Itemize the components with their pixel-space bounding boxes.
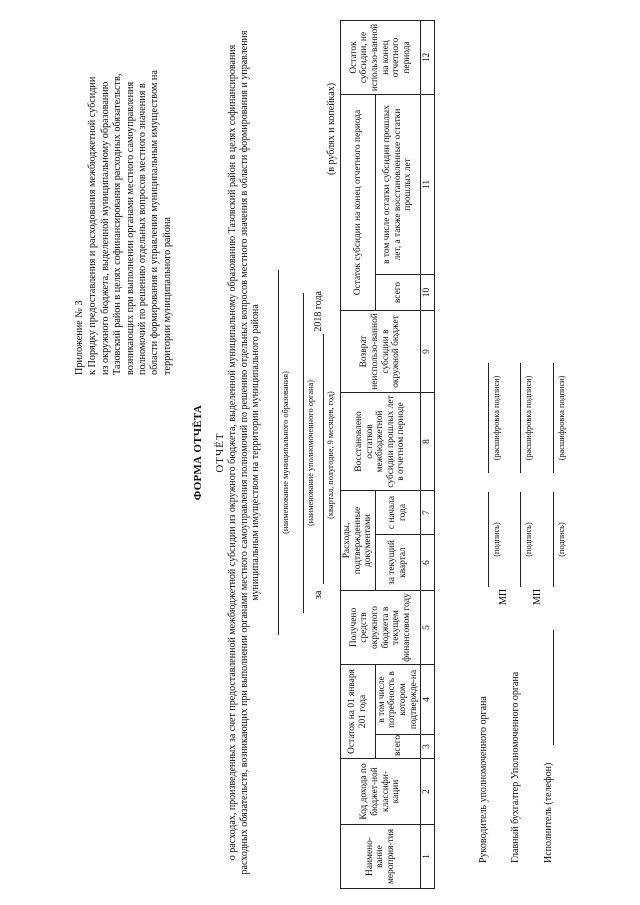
form-title: ФОРМА ОТЧЁТА bbox=[192, 404, 204, 501]
header-cell: Получено средств окружного бюджета в текущем финансовом году bbox=[341, 591, 421, 665]
header-cell: в том числе остатки субсидии прошлых лет, а также восстановленные остатки прошлых лет bbox=[375, 94, 420, 274]
head-signature-line bbox=[478, 492, 489, 587]
executor-transcript-line bbox=[543, 363, 554, 473]
column-number: 5 bbox=[421, 591, 435, 665]
head-transcript-line bbox=[478, 363, 489, 473]
header-cell: Восстановлено остатков межбюджетной субсидии прошлых лет в отчетном периоде bbox=[341, 393, 421, 491]
report-table bbox=[340, 20, 435, 889]
municipality-caption: (наименование муниципального образования) bbox=[281, 371, 290, 534]
header-cell: с начала года bbox=[375, 491, 420, 535]
organ-field bbox=[293, 293, 304, 613]
column-number: 4 bbox=[421, 665, 435, 735]
header-cell: в том числе потребность в котором подтвержде-на bbox=[375, 665, 420, 735]
header-cell: Расходы, подтвержденные документами bbox=[341, 491, 376, 591]
executor-signature-line bbox=[543, 492, 554, 587]
header-cell: Возврат неиспользо-ванной субсидии в окружной бюджет bbox=[341, 311, 421, 393]
header-cell: всего bbox=[375, 275, 420, 311]
period-caption: (квартал, полугодие, 9 месяцев, год) bbox=[326, 391, 335, 519]
header-cell: всего bbox=[375, 735, 420, 759]
accountant-transcript-caption: (расшифровка подписи) bbox=[524, 375, 533, 461]
organ-caption: (наименование уполномоченного органа) bbox=[306, 380, 315, 526]
accountant-signature-label: Главный бухгалтер Уполномоченного органа bbox=[510, 671, 521, 863]
report-year: 2018 года bbox=[313, 291, 324, 332]
appendix-block bbox=[74, 70, 174, 375]
column-number: 6 bbox=[421, 535, 435, 591]
report-title: ОТЧЁТ bbox=[214, 432, 226, 473]
period-field bbox=[313, 291, 324, 599]
column-number: 3 bbox=[421, 735, 435, 759]
executor-label: Исполнитель (телефон) bbox=[543, 762, 554, 863]
head-signature-label: Руководитель уполномоченного органа bbox=[478, 696, 489, 863]
column-number: 12 bbox=[421, 20, 435, 94]
column-numbers-row bbox=[421, 20, 435, 888]
units-note: (в рублях и копейках) bbox=[326, 82, 337, 175]
stamp-place-1: МП bbox=[498, 588, 509, 605]
executor-signature-caption: (подпись) bbox=[557, 522, 566, 557]
header-cell: Остаток на 01 января 201 года bbox=[341, 665, 376, 759]
period-prefix: за bbox=[313, 590, 324, 599]
column-number: 1 bbox=[421, 825, 435, 889]
column-number: 8 bbox=[421, 393, 435, 491]
header-cell: Наимено-вание мероприя-тия bbox=[341, 825, 421, 889]
column-number: 10 bbox=[421, 275, 435, 311]
municipality-field bbox=[268, 270, 279, 635]
table-header-row bbox=[341, 20, 376, 888]
column-number: 7 bbox=[421, 491, 435, 535]
header-cell: Остаток субсидии на конец отчетного периода bbox=[341, 94, 376, 310]
head-transcript-caption: (расшифровка подписи) bbox=[492, 375, 501, 461]
report-description: о расходах, произведенных за счет предоставленной межбюджетной субсидии из окружного бюджета, выделенной муниципальному образованию Тазовский район в целях софинансирования расходных обязательств, возникающих при выполнении органами местного самоуправления полномочий по решению отдельных вопросов местного значения в области формирования и управления муниципальным имуществом на территории муниципального района bbox=[227, 30, 262, 875]
executor-transcript-caption: (расшифровка подписи) bbox=[557, 375, 566, 461]
header-cell: Остаток субсидии, не использо-ванной на конец отчетного периода bbox=[341, 20, 421, 94]
column-number: 2 bbox=[421, 759, 435, 825]
head-signature-caption: (подпись) bbox=[492, 522, 501, 557]
column-number: 11 bbox=[421, 94, 435, 274]
accountant-signature-caption: (подпись) bbox=[524, 522, 533, 557]
accountant-signature-line bbox=[510, 492, 521, 587]
stamp-place-2: МП bbox=[532, 588, 543, 605]
header-cell: за текущий квартал bbox=[375, 535, 420, 591]
column-number: 9 bbox=[421, 311, 435, 393]
appendix-text: к Порядку предоставления и расходования межбюджетной субсидии из окружного бюджета, выделенной муниципальному образованию Тазовский район в целях софинансирования расходных обязательств, возникающих при выполнении органами местного самоуправления полномочий по решению отдельных вопросов местного значения в области формирования и управления муниципальным имуществом на территории муниципального района bbox=[87, 70, 173, 375]
accountant-transcript-line bbox=[510, 363, 521, 473]
executor-phone-line bbox=[543, 630, 554, 745]
appendix-number: Приложение № 3 bbox=[74, 300, 85, 375]
header-cell: Код дохода по бюджет-ной классифи-кации bbox=[341, 759, 421, 825]
